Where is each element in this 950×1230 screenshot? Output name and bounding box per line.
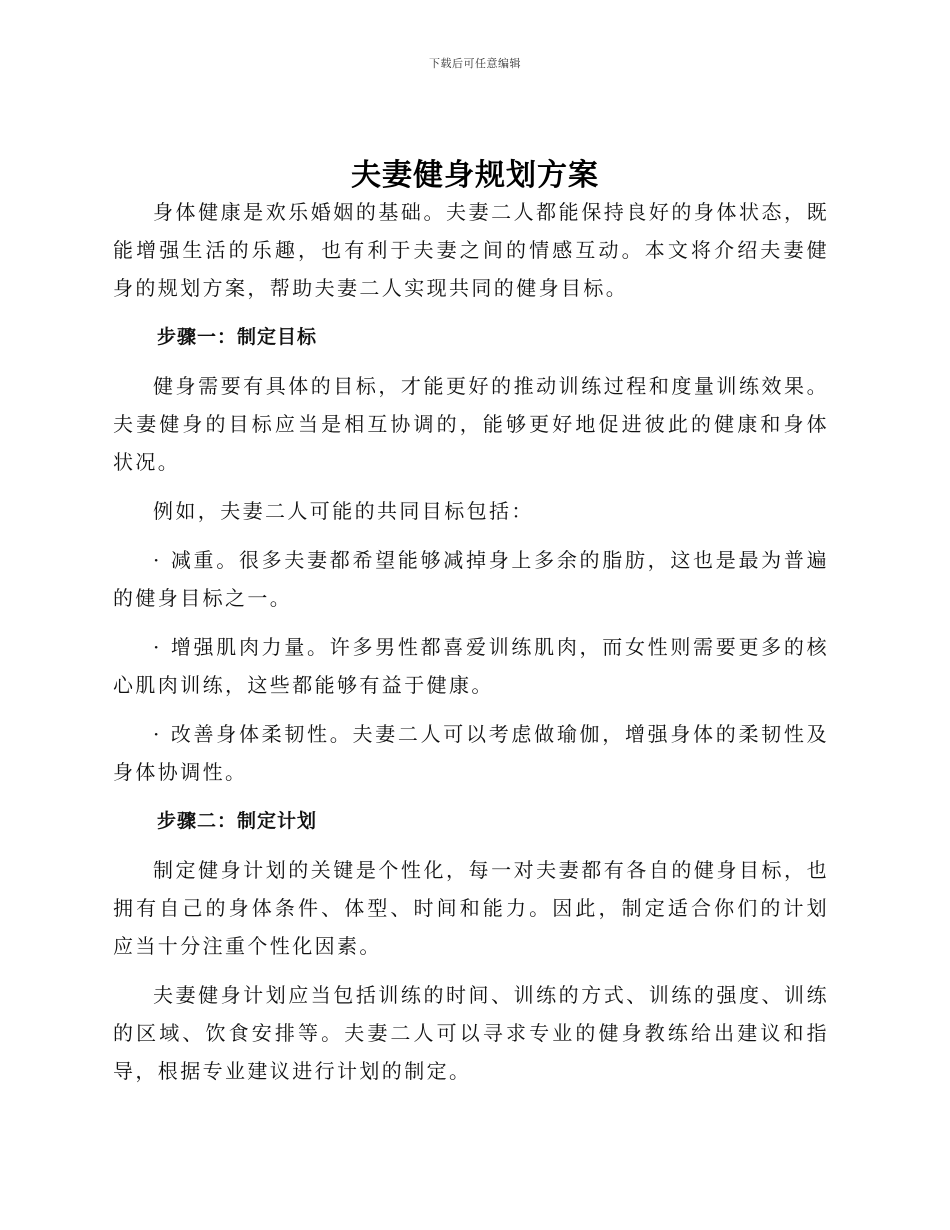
document-body: [113, 193, 829, 1101]
goal-item-flexibility: · 改善身体柔韧性。夫妻二人可以考虑做瑜伽，增强身体的柔韧性及身体协调性。: [113, 722, 829, 784]
step-one-heading: 步骤一：制定目标: [157, 326, 318, 348]
step-two-paragraph: 制定健身计划的关键是个性化，每一对夫妻都有各自的健身目标，也拥有自己的身体条件、体型、时间和能力。因此，制定适合你们的计划应当十分注重个性化因素。: [113, 858, 829, 958]
page-title: 夫妻健身规划方案: [351, 158, 599, 193]
step-two-heading: 步骤二：制定计划: [157, 810, 318, 832]
goal-item-muscle-strength: · 增强肌肉力量。许多男性都喜爱训练肌肉，而女性则需要更多的核心肌肉训练，这些都能够有益于健康。: [113, 635, 829, 697]
intro-paragraph: 身体健康是欢乐婚姻的基础。夫妻二人都能保持良好的身体状态，既能增强生活的乐趣，也有利于夫妻之间的情感互动。本文将介绍夫妻健身的规划方案，帮助夫妻二人实现共同的健身目标。: [113, 200, 829, 300]
goals-intro-paragraph: 例如，夫妻二人可能的共同目标包括：: [153, 499, 534, 523]
goal-item-weight-loss: · 减重。很多夫妻都希望能够减掉身上多余的脂肪，这也是最为普遍的健身目标之一。: [113, 548, 829, 610]
plan-content-paragraph: 夫妻健身计划应当包括训练的时间、训练的方式、训练的强度、训练的区域、饮食安排等。夫妻二人可以寻求专业的健身教练给出建议和指导，根据专业建议进行计划的制定。: [113, 983, 829, 1083]
step-one-paragraph: 健身需要有具体的目标，才能更好的推动训练过程和度量训练效果。夫妻健身的目标应当是相互协调的，能够更好地促进彼此的健康和身体状况。: [113, 374, 829, 474]
header-note: 下载后可任意编辑: [429, 57, 521, 70]
